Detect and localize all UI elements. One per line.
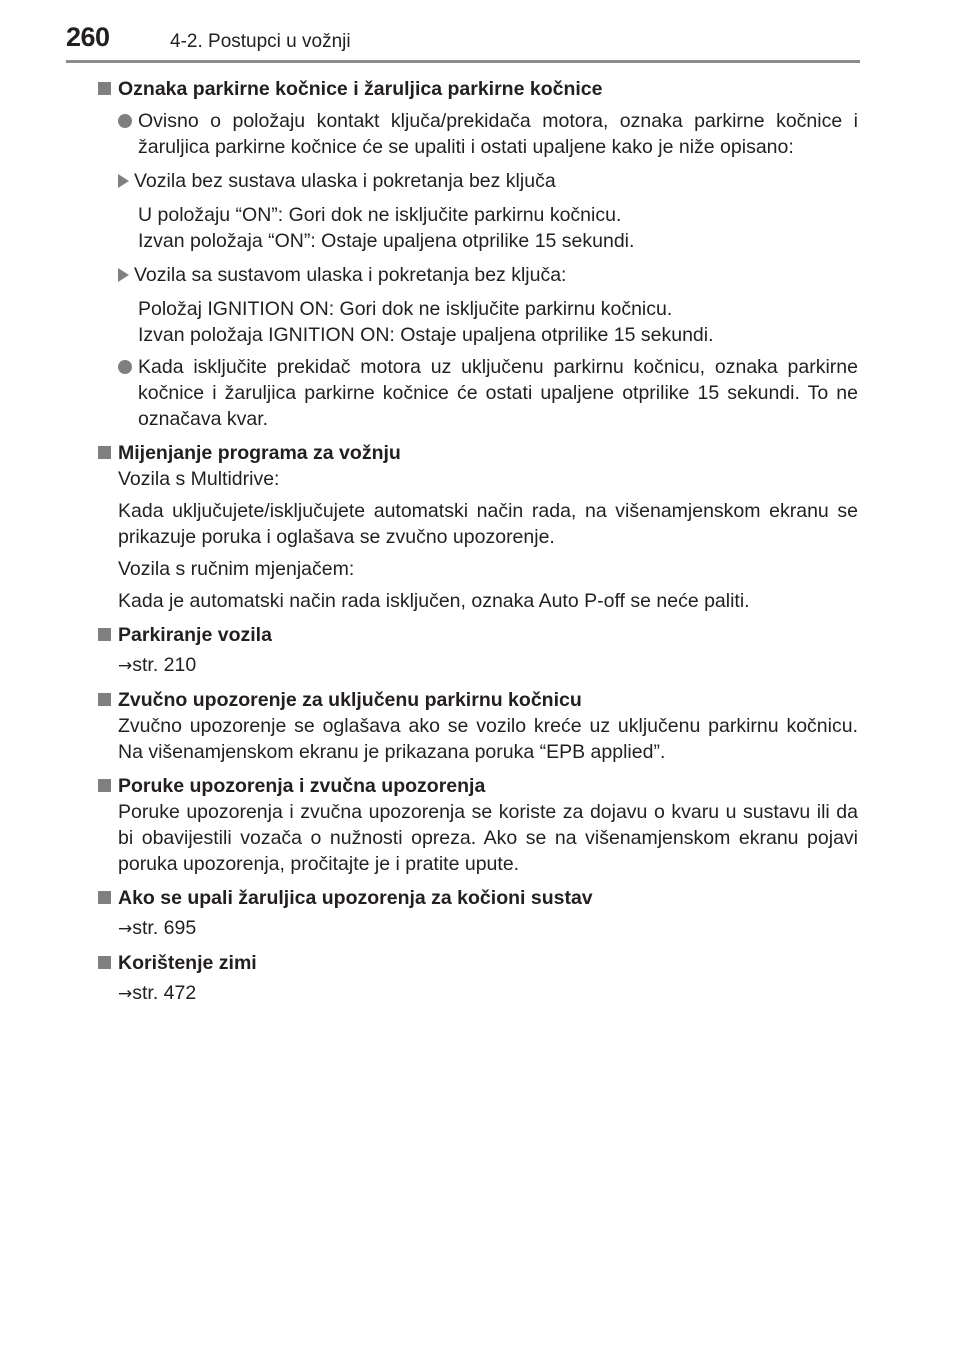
arrow-right-icon: → (118, 656, 133, 676)
heading-parking: Parkiranje vozila (98, 622, 858, 648)
list-item: Ovisno o položaju kontakt ključa/prekidača motora, oznaka parkirne kočnice i žaruljica parkirne kočnice će se upaliti i ostati upaljene kako je niže opisano: (98, 108, 858, 160)
sub-item: Vozila sa sustavom ulaska i pokretanja bez ključa: (98, 262, 858, 288)
heading-parking-brake-indicator: Oznaka parkirne kočnice i žaruljica parkirne kočnice (98, 76, 858, 102)
paragraph: U položaju “ON”: Gori dok ne isključite parkirnu kočnicu. Izvan položaja “ON”: Ostaje upaljena otprilike 15 sekundi. (138, 204, 635, 252)
square-bullet-icon (98, 628, 111, 641)
page-reference[interactable]: →str. 695 (118, 917, 197, 939)
sub-item: Vozila bez sustava ulaska i pokretanja bez ključa (98, 168, 858, 194)
triangle-bullet-icon (118, 268, 129, 282)
heading-drive-mode: Mijenjanje programa za vožnju (98, 440, 858, 466)
header-rule (66, 60, 860, 63)
paragraph: Kada uključujete/isključujete automatski način rada, na višenamjenskom ekranu se prikazuje poruka i oglašava se zvučno upozorenje. (118, 500, 858, 548)
arrow-right-icon: → (118, 919, 133, 939)
heading-brake-buzzer: Zvučno upozorenje za uključenu parkirnu kočnicu (98, 687, 858, 713)
paragraph: Poruke upozorenja i zvučna upozorenja se koriste za dojavu o kvaru u sustavu ili da bi obavijestili vozača o nužnosti opreza. Ako se na višenamjenskom ekranu pojavi poruka upozorenja, pročitajte je i pratite upute. (118, 801, 858, 875)
arrow-right-icon: → (118, 984, 133, 1004)
paragraph: Vozila s Multidrive: (118, 468, 280, 490)
paragraph: Položaj IGNITION ON: Gori dok ne isključite parkirnu kočnicu. Izvan položaja IGNITION ON: Ostaje upaljena otprilike 15 sekundi. (138, 298, 714, 346)
square-bullet-icon (98, 693, 111, 706)
list-item: Kada isključite prekidač motora uz uključenu parkirnu kočnicu, oznaka parkirne kočnice i žaruljica parkirne kočnice će ostati upaljene otprilike 15 sekundi. To ne označava kvar. (98, 354, 858, 432)
circle-bullet-icon (118, 360, 132, 374)
square-bullet-icon (98, 446, 111, 459)
page-number: 260 (66, 22, 110, 52)
square-bullet-icon (98, 779, 111, 792)
square-bullet-icon (98, 956, 111, 969)
heading-winter-use: Korištenje zimi (98, 950, 858, 976)
paragraph: Vozila s ručnim mjenjačem: (118, 558, 355, 580)
square-bullet-icon (98, 891, 111, 904)
heading-warning-messages: Poruke upozorenja i zvučna upozorenja (98, 773, 858, 799)
page-header (0, 0, 960, 62)
triangle-bullet-icon (118, 174, 129, 188)
page-reference[interactable]: →str. 472 (118, 982, 197, 1004)
page-reference[interactable]: →str. 210 (118, 654, 197, 676)
paragraph: Kada je automatski način rada isključen, oznaka Auto P-off se neće paliti. (118, 590, 750, 612)
square-bullet-icon (98, 82, 111, 95)
page-content (98, 76, 858, 1007)
paragraph: Zvučno upozorenje se oglašava ako se vozilo kreće uz uključenu parkirnu kočnicu. Na višenamjenskom ekranu je prikazana poruka “EPB applied”. (118, 715, 858, 763)
circle-bullet-icon (118, 114, 132, 128)
heading-brake-warning-light: Ako se upali žaruljica upozorenja za kočioni sustav (98, 885, 858, 911)
section-title: 4-2. Postupci u vožnji (170, 31, 351, 52)
